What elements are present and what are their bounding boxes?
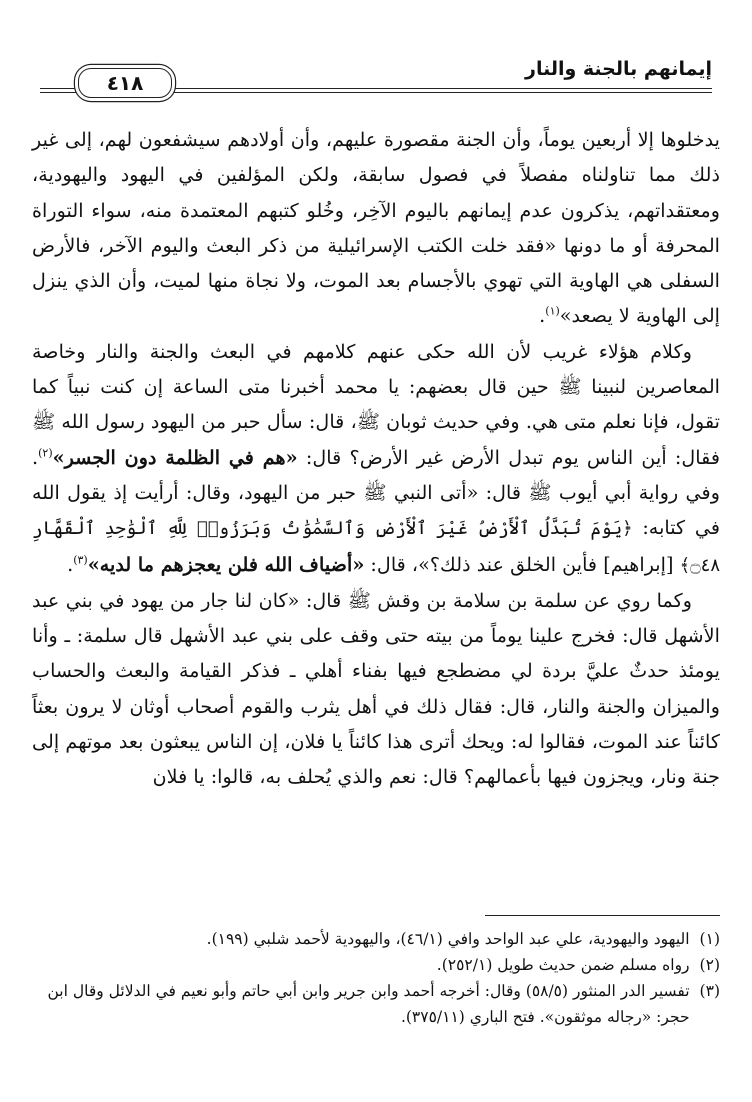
footnote-ref-2: (٢) <box>38 446 53 460</box>
footnote-ref-3: (٣) <box>73 553 88 567</box>
running-title: إيمانهم بالجنة والنار <box>525 58 712 80</box>
footnote-3 <box>32 978 720 1030</box>
paragraph-1-text: يدخلوها إلا أربعين يوماً، وأن الجنة مقصورة عليهم، وأن أولادهم سيشفعون لهم، إلى غير ذلك مما تناولناه مفصلاً في فصول سابقة، ولكن المؤلفين في اليهود واليهودية، ومعتقداتهم، يذكرون عدم إيمانهم باليوم الآخِر، وخُلو كتبهم المعتمدة منه، سواء التوراة المحرفة أو ما دونها «فقد خلت الكتب الإسرائيلية من ذكر البعث واليوم الآخر، فالأرض السفلى هي الهاوية التي تهوي بالأجسام بعد الموت، ولا نجاة منها لميت، وأن الذي ينزل إلى الهاوية لا يصعد» <box>32 128 720 328</box>
paragraph-1-end: . <box>539 304 546 328</box>
paragraph-2 <box>32 334 720 583</box>
paragraph-2-continuation: . وفي رواية أبي أيوب ﷺ قال: «أتى النبي ﷺ حبر من اليهود، وقال: أرأيت إذ يقول الله في كتابه: <box>32 445 720 540</box>
paragraph-3 <box>32 583 720 795</box>
footnote-number: (٢) <box>699 956 720 974</box>
footnote-text: رواه مسلم ضمن حديث طويل (٢٥٢/١). <box>436 956 690 974</box>
footnotes <box>32 926 720 1030</box>
paragraph-2-end: . <box>67 552 74 576</box>
page-number: ٤١٨ <box>78 68 172 98</box>
quran-surah-ref: [إبراهيم] <box>603 552 674 576</box>
hadith-quote-2: «أضياف الله فلن يعجزهم ما لديه» <box>87 552 365 576</box>
footnote-text: اليهود واليهودية، علي عبد الواحد وافي (٤٦/١)، واليهودية لأحمد شلبي (١٩٩). <box>206 930 690 948</box>
footnote-separator <box>485 915 720 916</box>
paragraph-2-text: وكلام هؤلاء غريب لأن الله حكى عنهم كلامهم في البعث والجنة والنار وخاصة المعاصرين لنبينا ﷺ حين قال بعضهم: يا محمد أخبرنا متى الساعة إن كنت نبياً كما تقول، فإنا نعلم متى هي. وفي حديث ثوبان ﷺ، قال: سأل حبر من اليهود رسول الله ﷺ فقال: أين الناس يوم تبدل الأرض غير الأرض؟ قال: <box>32 339 720 469</box>
paragraph-2-after-verse: فأين الخلق عند ذلك؟»، قال: <box>364 552 604 576</box>
footnote-text: تفسير الدر المنثور (٥٨/٥) وقال: أخرجه أحمد وابن جرير وابن أبي حاتم وأبو نعيم في الدلائل وقال ابن حجر: «رجاله موثقون». فتح الباري (٣٧٥/١١). <box>47 982 690 1026</box>
page-header <box>40 56 712 95</box>
footnote-1 <box>32 926 720 952</box>
paragraph-1 <box>32 122 720 334</box>
footnote-number: (٣) <box>699 982 720 1000</box>
quran-verse: ﴿يَوْمَ تُبَدَّلُ ٱلْأَرْضُ غَيْرَ ٱلْأَرْضِ وَٱلسَّمَٰوَٰتُ وَبَرَزُوا۟ لِلَّهِ ٱلْوَٰحِدِ ٱلْقَهَّارِ ۝٤٨﴾ <box>32 518 720 576</box>
footnote-ref-1: (١) <box>545 305 560 319</box>
footnote-number: (١) <box>699 930 720 948</box>
hadith-quote-1: «هم في الظلمة دون الجسر» <box>52 445 298 469</box>
body-text <box>32 122 720 795</box>
paragraph-3-text: وكما روي عن سلمة بن سلامة بن وقش ﷺ قال: «كان لنا جار من يهود في بني عبد الأشهل قال: فخرج علينا يوماً من بيته حتى وقف على بني عبد الأشهل قال سلمة: ـ وأنا يومئذ حدثٌ عليَّ بردة لي مضطجع فيها بفناء أهلي ـ فذكر القيامة والبعث والحساب والميزان والجنة والنار، قال: فقال ذلك في أهل يثرب والقوم أصحاب أوثان لا يرون بعثاً كائناً عند الموت، فقالوا له: ويحك أترى هذا كائناً يا فلان، إن الناس يبعثون بعد موتهم إلى جنة ونار، ويجزون فيها بأعمالهم؟ قال: نعم والذي يُحلف به، قالوا: يا فلان <box>32 588 720 789</box>
footnote-2 <box>32 952 720 978</box>
